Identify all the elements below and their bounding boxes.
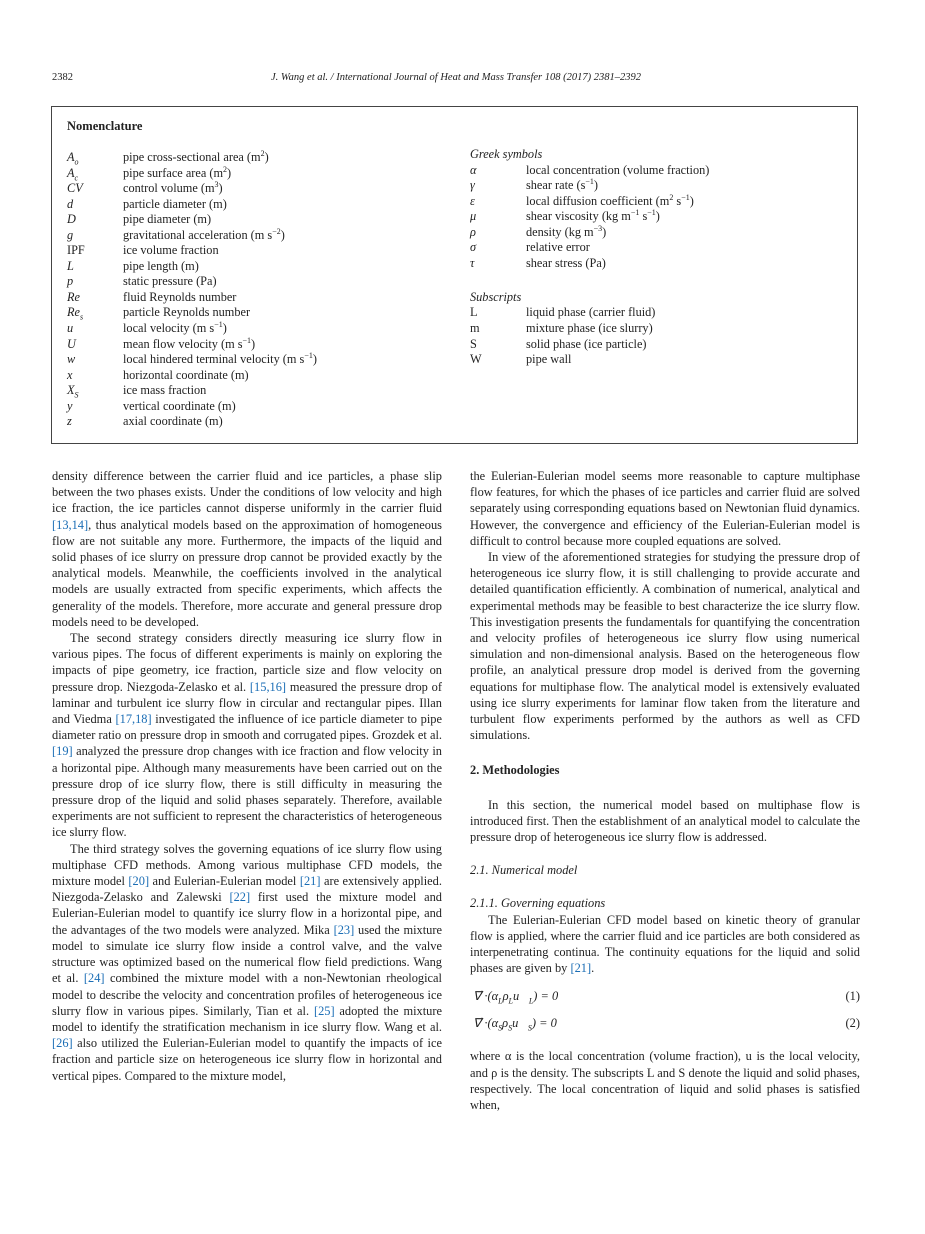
- subscripts-heading: Subscripts: [470, 289, 522, 304]
- nomenclature-entry: [67, 368, 447, 384]
- nomenclature-definition: mean flow velocity (m $s^{-1}$): [123, 335, 256, 351]
- paragraph: In this section, the numerical model based on multiphase flow is introduced first. Then the establishment of an analytical model to calculate the pressure drop of heterogeneous ice slurry flow is addressed.: [470, 797, 860, 845]
- nomenclature-symbol: d: [67, 196, 74, 211]
- nomenclature-symbol: S: [470, 336, 477, 351]
- nomenclature-definition: pipe cross-sectional area $(m^2)$: [123, 148, 269, 164]
- journal-reference: J. Wang et al. / International Journal of Heat and Mass Transfer 108 (2017) 2381–2392: [270, 72, 642, 83]
- nomenclature-entry: [67, 150, 447, 166]
- nomenclature-entry: [470, 240, 850, 256]
- nomenclature-entry: [470, 256, 850, 272]
- citation-link[interactable]: [15,16]: [249, 679, 287, 694]
- subscripts-list: [470, 305, 850, 367]
- section-title: 2. Methodologies: [470, 763, 560, 778]
- paragraph: The third strategy solves the governing equations of ice slurry flow using multiphase CFD methods. Among various multiphase CFD models, the mixture model [20] and Eulerian-Eulerian model [21] are extensively applied. Niezgoda-Zelasko and Zalewski [22] first used the mixture model and Eulerian-Eulerian model to quantify ice slurry flow in a horizontal pipe, and the advantages of the two models were analyzed. Mika [23] used the mixture model to simulate ice slurry flow inside a control valve, and the valve structure was optimized based on the numerical flow field predictions. Wang et al. [24] combined the mixture model with a non-Newtonian rheological model to describe the velocity and concentration profiles of heterogeneous ice slurry flow in various pipes. Similarly, Tian et al. [25] adopted the mixture model to identify the stratification mechanism in ice slurry flow. Wang et al. [26] also utilized the Eulerian-Eulerian model to quantify the impacts of ice fraction and particle size on heterogeneous ice slurry flow in horizontal and vertical pipes. Compared to the mixture model,: [52, 841, 443, 1083]
- citation-link[interactable]: [20]: [128, 874, 150, 889]
- nomenclature-symbol: τ: [470, 255, 475, 270]
- nomenclature-entry: [470, 225, 850, 241]
- nomenclature-box: [51, 106, 858, 444]
- nomenclature-entry: [67, 197, 447, 213]
- nomenclature-definition: pipe length (m): [123, 258, 199, 273]
- equation-number: (1): [845, 989, 860, 1004]
- nomenclature-symbol: α: [470, 162, 477, 177]
- paragraph: In view of the aforementioned strategies for studying the pressure drop of heterogeneous ice slurry flow, it is still challenging to provide accurate and detailed quantification efficiently. A combination of numerical, analytical and experimental methods may be feasible to best characterize the ice slurry flow. This investigation presents the fundamentals for quantifying the concentration and velocity profiles of heterogeneous ice slurry flow using numerical simulation and non-dimensional analysis. Based on the heterogeneous flow profile, an analytical pressure drop model is derived from the governing equations for multiphase flow. The analytical model is extensively evaluated using ice slurry experiments for laminar flow taken from the literature and turbulent flow experiments performed by the authors as well as CFD simulations.: [470, 550, 860, 743]
- citation-link[interactable]: [23]: [333, 922, 355, 937]
- nomenclature-definition: shear rate $(s^{-1})$: [526, 177, 599, 193]
- greek-symbols-heading: Greek symbols: [470, 147, 543, 161]
- nomenclature-entry: [67, 212, 447, 228]
- citation-link[interactable]: [22]: [229, 890, 251, 905]
- subsection-title: 2.1. Numerical model: [470, 863, 578, 878]
- nomenclature-definition: axial coordinate (m): [123, 414, 223, 429]
- nomenclature-symbol: g: [67, 227, 74, 242]
- nomenclature-definition: fluid Reynolds number: [123, 289, 237, 304]
- nomenclature-entry: [67, 259, 447, 275]
- nomenclature-entry: [67, 290, 447, 306]
- equation-number: (2): [845, 1016, 860, 1031]
- nomenclature-symbol: z: [67, 414, 72, 429]
- nomenclature-definition: vertical coordinate (m): [123, 398, 236, 413]
- paragraph: where α is the local concentration (volume fraction), u is the local velocity, and ρ is the density. The subscripts L and S denote the liquid and solid phases, respectively. The local concentration of liquid and solid phases is satisfied when,: [470, 1049, 860, 1113]
- citation-link[interactable]: [21]: [299, 874, 321, 889]
- nomenclature-symbol: $X_S$: [67, 383, 79, 400]
- right-column: [470, 468, 860, 1113]
- nomenclature-entry: [67, 352, 447, 368]
- nomenclature-symbol: ε: [470, 193, 475, 208]
- nomenclature-entry: [470, 209, 850, 225]
- nomenclature-definition: relative error: [526, 240, 590, 255]
- nomenclature-symbol: W: [470, 352, 482, 367]
- nomenclature-symbol: L: [470, 305, 478, 320]
- nomenclature-symbol: w: [67, 352, 76, 367]
- nomenclature-right-column: [470, 147, 850, 368]
- nomenclature-definition: pipe surface area $(m^2)$: [123, 164, 232, 180]
- nomenclature-entry: [67, 414, 447, 430]
- nomenclature-definition: mixture phase (ice slurry): [526, 320, 653, 335]
- nomenclature-definition: pipe diameter (m): [123, 212, 212, 227]
- nomenclature-entry: [470, 321, 850, 337]
- nomenclature-definition: ice volume fraction: [123, 243, 219, 258]
- nomenclature-symbol: p: [67, 274, 74, 289]
- nomenclature-symbol: σ: [470, 240, 477, 255]
- nomenclature-entry: [67, 383, 447, 399]
- nomenclature-definition: shear viscosity (kg $m^{-1}$ $s^{-1}$): [526, 208, 660, 224]
- paragraph: The Eulerian-Eulerian CFD model based on kinetic theory of granular flow is applied, where the carrier fluid and ice particles are both considered as interpenetrating continua. The continuity equations for the liquid and solid phases are given by [21].: [470, 912, 860, 976]
- nomenclature-entry: [470, 305, 850, 321]
- nomenclature-definition: solid phase (ice particle): [526, 336, 647, 351]
- paragraph: The second strategy considers directly measuring ice slurry flow in various pipes. The focus of different experiments is mainly on exploring the impacts of pipe geometry, ice fraction, particle size and flow velocity on pressure drop. Niezgoda-Zelasko et al. [15,16] measured the pressure drop of laminar and turbulent ice slurry flow in circular and rectangular pipes. Illan and Viedma [17,18] investigated the influence of ice particle diameter to pipe diameter ratio on pressure drop in smooth and corrugated pipes. Grozdek et al. [19] analyzed the pressure drop changes with ice fraction and flow velocity in a horizontal pipe. Although many measurements have been carried out on the pressure drop of ice slurry flow, there is still difficulty in measuring the pressure drop of the liquid and solid phases separately. Therefore, available experiments are not sufficient to represent the characteristics of heterogeneous ice slurry flow.: [52, 631, 443, 840]
- nomenclature-definition: liquid phase (carrier fluid): [526, 305, 656, 320]
- nomenclature-entry: [470, 352, 850, 368]
- nomenclature-symbol: Re: [67, 289, 80, 304]
- citation-link[interactable]: [26]: [52, 1036, 73, 1051]
- nomenclature-entry: [67, 337, 447, 353]
- citation-link[interactable]: [17,18]: [115, 712, 152, 727]
- nomenclature-definition: gravitational acceleration (m $s^{-2}$): [123, 226, 285, 242]
- nomenclature-symbol: μ: [470, 209, 477, 224]
- nomenclature-entry: [470, 178, 850, 194]
- nomenclature-definition: shear stress (Pa): [526, 255, 606, 270]
- nomenclature-definition: local velocity (m $s^{-1}$): [123, 319, 227, 336]
- nomenclature-symbol: m: [470, 320, 480, 335]
- left-column: [52, 468, 442, 1084]
- nomenclature-symbol: γ: [470, 178, 475, 193]
- nomenclature-entry: [67, 166, 447, 182]
- nomenclature-symbol: $Re_s$: [67, 305, 84, 322]
- nomenclature-symbol: $A_c$: [67, 165, 79, 182]
- nomenclature-symbol: IPF: [67, 243, 85, 258]
- subsubsection-title: 2.1.1. Governing equations: [470, 896, 606, 911]
- nomenclature-symbol: ρ: [470, 224, 476, 239]
- greek-symbols-list: [470, 163, 850, 272]
- nomenclature-symbol: U: [67, 336, 76, 351]
- nomenclature-entry: [67, 228, 447, 244]
- nomenclature-entry: [67, 321, 447, 337]
- nomenclature-entry: [67, 181, 447, 197]
- nomenclature-symbol: y: [67, 398, 73, 413]
- nomenclature-definition: pipe wall: [526, 352, 572, 367]
- nomenclature-symbol: D: [67, 212, 76, 227]
- nomenclature-definition: local concentration (volume fraction): [526, 162, 710, 177]
- nomenclature-roman-list: [67, 150, 447, 430]
- nomenclature-title: Nomenclature: [67, 119, 143, 133]
- citation-link[interactable]: [24]: [83, 971, 105, 986]
- nomenclature-entry: [470, 163, 850, 179]
- nomenclature-definition: particle diameter (m): [123, 196, 227, 211]
- equation-1: ∇⃗ $\cdot(\alpha_L\rho_Lu⃗_L) = 0$ (1): [470, 983, 860, 1010]
- nomenclature-symbol: x: [67, 367, 73, 382]
- nomenclature-definition: particle Reynolds number: [123, 305, 251, 320]
- nomenclature-symbol: L: [67, 258, 74, 273]
- citation-link[interactable]: [13,14]: [52, 517, 89, 532]
- nomenclature-definition: static pressure (Pa): [123, 274, 217, 289]
- paragraph: the Eulerian-Eulerian model seems more reasonable to capture multiphase flow features, for which the phases of ice particles and carrier fluid are solved separately using corresponding equations based on Newtonian fluid dynamics. However, the convergence and efficiency of the Eulerian-Eulerian model is difficult to control because more coupled equations are solved.: [470, 469, 860, 548]
- nomenclature-entry: [67, 274, 447, 290]
- nomenclature-definition: density (kg $m^{-3}$): [526, 223, 607, 239]
- page-header: [52, 72, 860, 88]
- nomenclature-definition: local diffusion coefficient ($m^2$ $s^{-1}$): [526, 192, 694, 208]
- nomenclature-entry: [470, 194, 850, 210]
- nomenclature-definition: ice mass fraction: [123, 383, 207, 398]
- equation-2: ∇⃗ $\cdot(\alpha_S\rho_Su⃗_S) = 0$ (2): [470, 1010, 860, 1037]
- nomenclature-symbol: u: [67, 321, 74, 336]
- equations: [470, 983, 860, 1037]
- nomenclature-symbol: CV: [67, 181, 83, 196]
- nomenclature-entry: [470, 337, 850, 353]
- nomenclature-entry: [67, 305, 447, 321]
- nomenclature-symbol: $A_o$: [67, 150, 79, 167]
- citation-link[interactable]: [19]: [52, 744, 73, 759]
- nomenclature-definition: horizontal coordinate (m): [123, 367, 249, 382]
- nomenclature-definition: control volume $(m^3)$: [123, 180, 223, 196]
- nomenclature-definition: local hindered terminal velocity (m $s^{-1}$): [123, 351, 317, 367]
- nomenclature-entry: [67, 399, 447, 415]
- page-number: 2382: [52, 72, 73, 83]
- paragraph: density difference between the carrier fluid and ice particles, a phase slip between the two phases exists. Under the conditions of low velocity and high ice fraction, the ice particles cannot disperse uniformly in the carrier fluid [13,14], thus analytical models based on the approximation of homogeneous flow are not suitable any more. Furthermore, the impacts of the liquid and solid phases of ice slurry on pressure drop cannot be provided exactly by the analytical models. Meanwhile, the coefficients involved in the analytical models are usually extracted from specific experiments, which affects the generality of the models. Therefore, more accurate and general pressure drop models need to be developed.: [52, 469, 442, 629]
- citation-link[interactable]: [25]: [313, 1003, 335, 1018]
- nomenclature-entry: [67, 243, 447, 259]
- citation-link[interactable]: [21]: [570, 961, 592, 976]
